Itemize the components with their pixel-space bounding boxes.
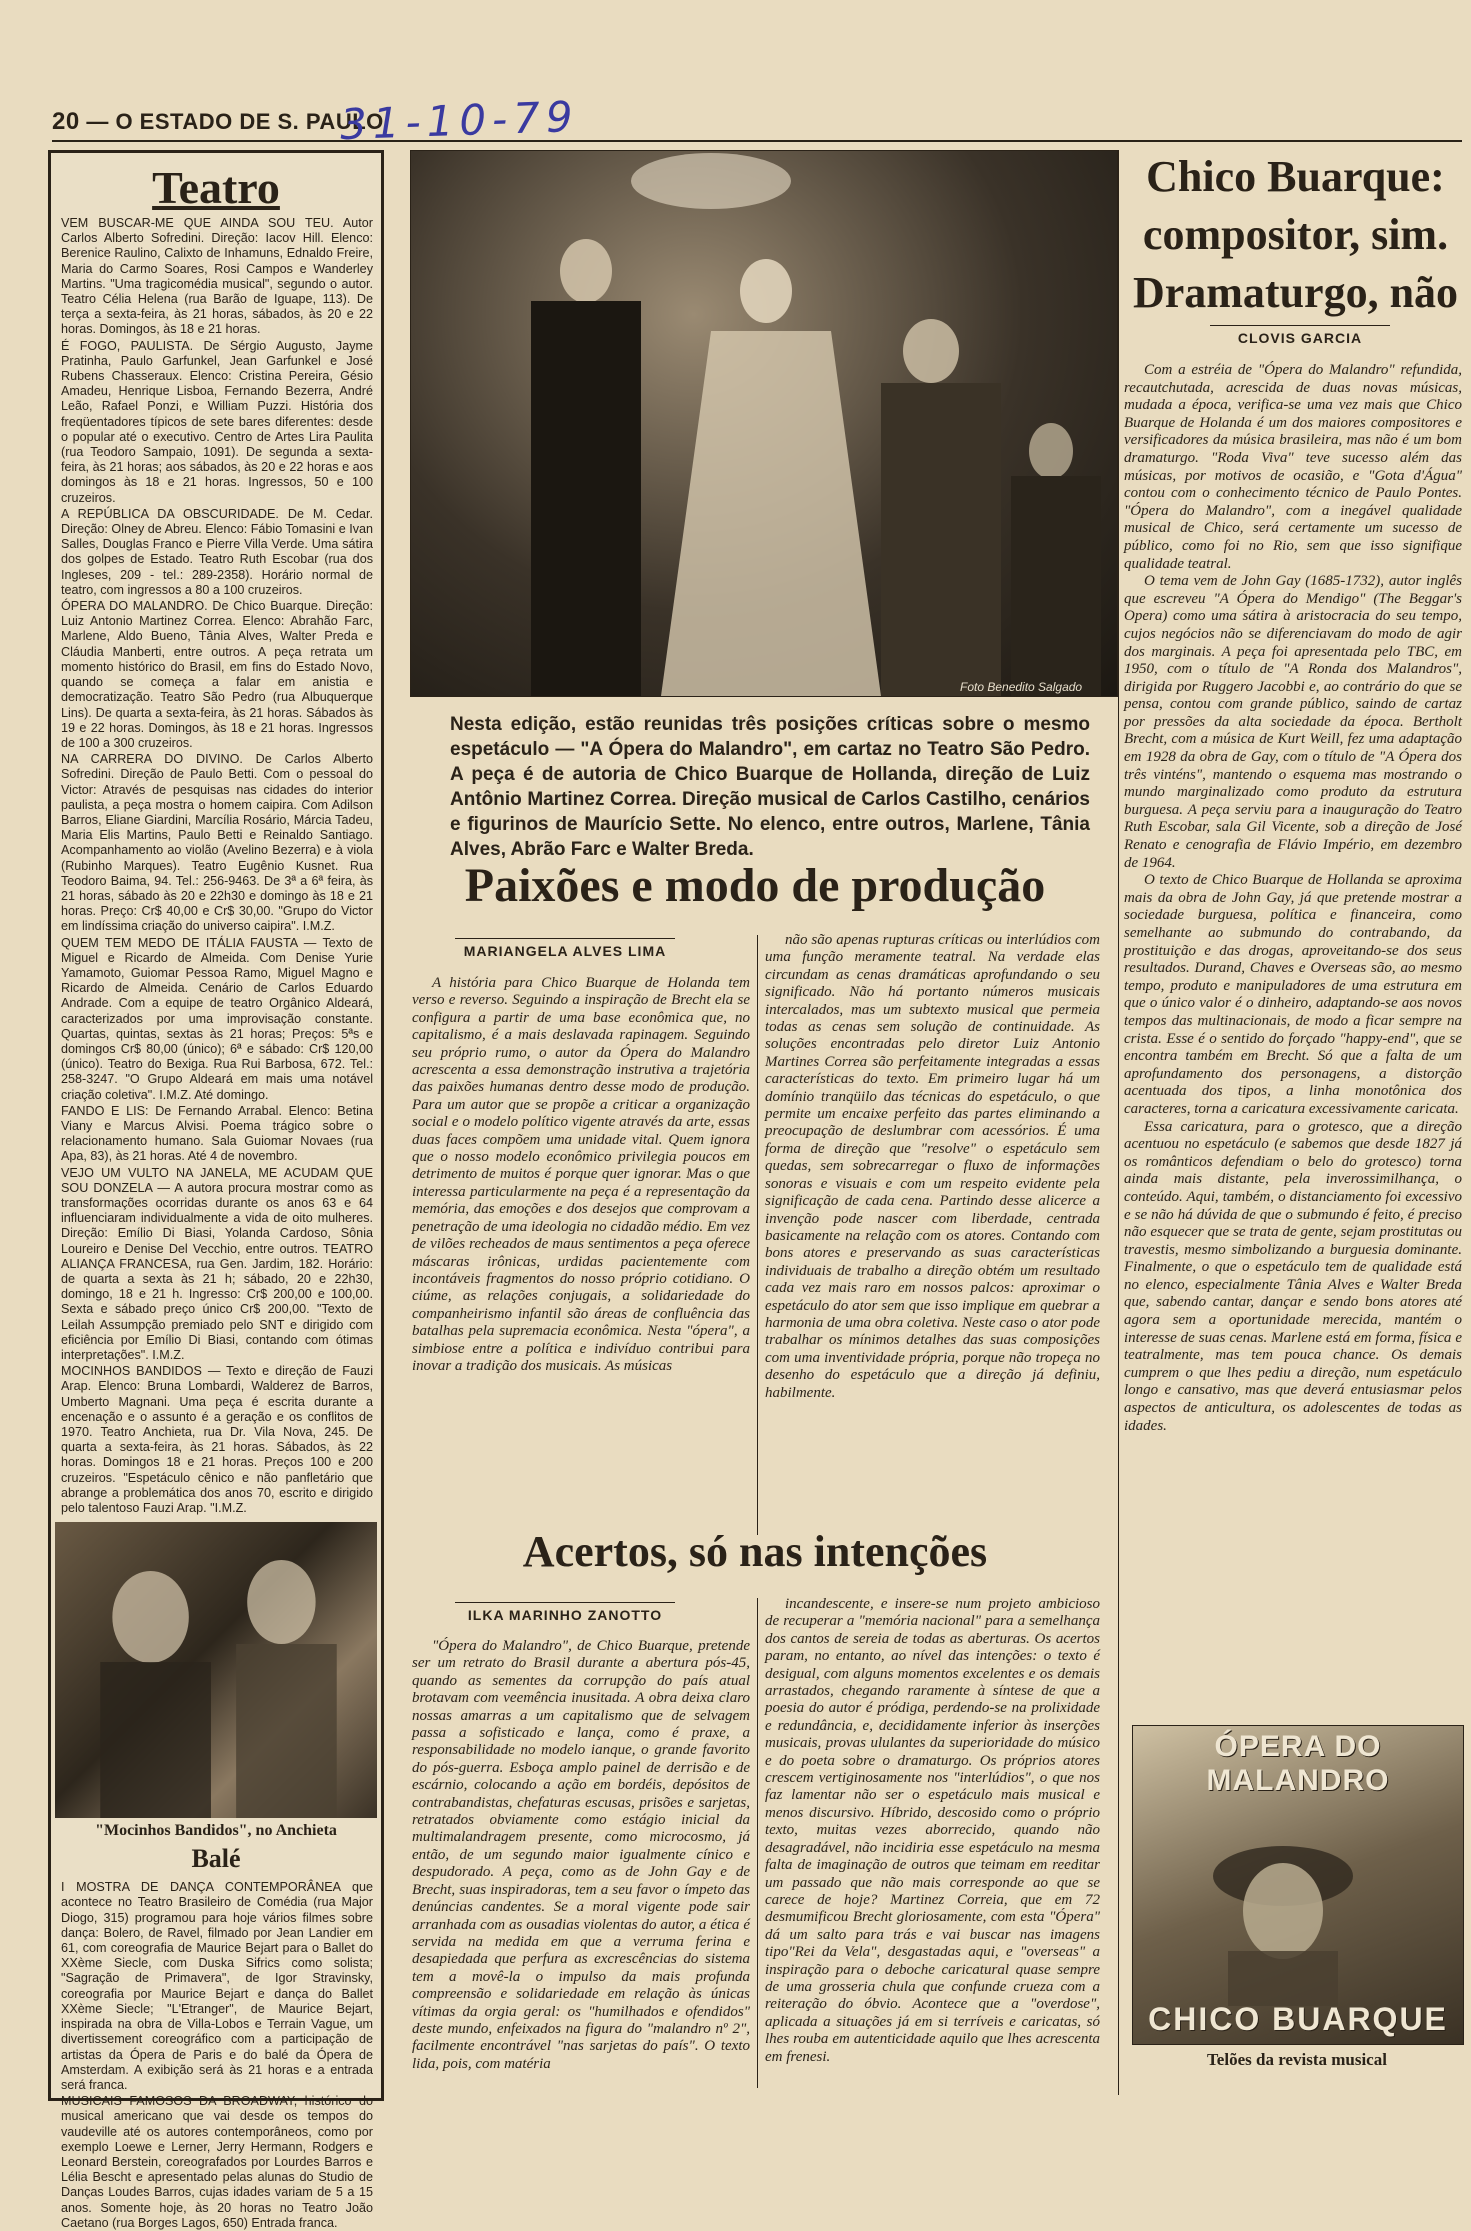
ballet-listings [51,1880,381,2231]
listing-item: VEJO UM VULTO NA JANELA, ME ACUDAM QUE SOU DONZELA — A autora procura mostrar como as transformações ocorridas durante os anos 63 e 64 influenciaram individualmente a vida de oito mulheres. Direção: Emílio Di Biasi, Yolanda Cardoso, Sônia Loureiro e Denise Del Vecchio, entre outros. TEATRO ALIANÇA FRANCESA, rua Gen. Jardim, 182. Horário: de quarta a sexta às 21 h; sábado, 20 e 22h30, domingo, 18 e 21 h. Ingresso: Cr$ 200,00 e 100,00. Sexta e sábado preço único Cr$ 200,00. "Texto de Leilah Assumpção premiado pelo SNT e dirigido com eficiência por Emílio Di Biasi, contando com ótimas interpretações". I.M.Z. [61,1165,373,1363]
poster-illustration [1133,1726,1463,2044]
title-line: Dramaturgo, não [1132,268,1459,317]
listing-item: QUEM TEM MEDO DE ITÁLIA FAUSTA — Texto de Miguel e Ricardo de Almeida. Com Denise Yurie Yamamoto, Guiomar Pessoa Ramo, Miguel Magno e Ricardo de Almeida. Cenário de Carlos Eduardo Andrade. Com a equipe de teatro Orgânico Aldeará, caracterizados por uma improvisação constante. Quartas, quintas, sextas às 21 horas; Preços: 5ªs e domingos Cr$ 80,00 (único); 6ª e sábado: Cr$ 120,00 (único). Teatro do Bexiga. Rua Rui Barbosa, 672. Tel.: 258-3247. "O Grupo Aldeará em mais uma notável criação coletiva". I.M.Z. Até domingo. [61,935,373,1102]
listing-item: MUSICAIS FAMOSOS DA BROADWAY, histórico do musical americano que vai desde os tempos do vaudeville até os autores contemporâneos, como por exemplo Loewe e Lerner, Jerry Hermann, Rodgers e Leonard Berstein, coreografados por Lourdes Barros e Lélia Bescht e apresentado pelas alunas do Studio de Danças Loudes Barros, cujas idades variam de 5 a 15 anos. Somente hoje, às 20 horas no Teatro João Caetano (rua Borges Lagos, 650) Entrada franca. [61,2094,373,2230]
opera-stage-photo [410,150,1118,697]
listing-item: ÓPERA DO MALANDRO. De Chico Buarque. Direção: Luiz Antonio Martinez Correa. Elenco: Abrahão Farc, Marlene, Aldo Bueno, Tânia Alves, Walter Preda e Cláudia Manberti, entre outros. A peça retrata um momento histórico do Brasil, em fins do Estado Novo, quando se começa a falar em anistia e democratização. Teatro São Pedro (rua Albuquerque Lins). De quarta a sexta-feira, às 21 horas. Sábados às 19 e 22 horas. Domingos, às 18 e 21 horas. Ingressos de 100 a 300 cruzeiros. [61,599,373,750]
newspaper-name: — O ESTADO DE S. PAULO [86,109,384,134]
stage-figures [411,151,1117,696]
photo-credit: Foto Benedito Salgado [960,680,1083,694]
article1-byline: MARIANGELA ALVES LIMA [455,938,675,959]
mocinhos-bandidos-photo [55,1522,377,1818]
header-rule [52,140,1462,142]
listing-item: I MOSTRA DE DANÇA CONTEMPORÂNEA que acontece no Teatro Brasileiro de Comédia (rua Major Diogo, 315) programou para hoje vários filmes sobre dança: Bolero, de Ravel, filmado por Jean Landier em 61, com coreografia de Maurice Bejart para o Ballet do XXème Siecle, com Duska Sifrics como solista; "Sagração de Primavera", de Igor Stravinsky, coreografia por Maurice Bejart e dança do Ballet XXème Siecle; "L'Etranger", de Maurice Bejart, inspirada na obra de Villa-Lobos e Terrain Vague, um divertissement coreográfico com a participação de artistas da Ópera de Paris e do balé da Ópera de Amsterdam. A exibição será às 21 horas e a entrada será franca. [61,1880,373,2092]
article1-column-2 [765,932,1100,1535]
listing-item: É FOGO, PAULISTA. De Sérgio Augusto, Jayme Pratinha, Paulo Garfunkel, Jean Garfunkel e José Rubens Chasseraux. Elenco: Cristina Pereira, Gésio Amadeu, Henrique Lisboa, Fernando Bezerra, André Leão, Rafael Ponzi, e William Puzzi. História dos freqüentadores típicos de sete bares diferentes: desde o popular até o executivo. Centro de Artes Lira Paulita (rua Teodoro Sampaio, 1091). De segunda a sexta-feira, às 21 horas; aos sábados, às 20 e 22 horas e aos domingos às 18 e 21 horas. Ingressos, 50 e 100 cruzeiros. [61,338,373,505]
title-line: Chico Buarque: [1146,152,1445,201]
article2-column-1 [412,1638,750,2088]
handwritten-date: 31-10-79 [339,91,580,150]
theater-listings-box [48,150,384,2230]
article2-text-1: "Ópera do Malandro", de Chico Buarque, pretende ser um retrato do Brasil durante a abertura pós-45, quando as sementes da corrupção do país atual brotavam com veemência inusitada. A obra deixa claro nossas amarras a um capitalismo que de selvagem passa a sofisticado e lança, como é praxe, a responsabilidade no modelo ianque, o grande favorito do pós-guerra. Esboça amplo painel de derrisão e de escárnio, colocando a ação em bordéis, depósitos de contrabandistas, chefaturas escusas, prisões e sarjetas, retratados obviamente como estágio inicial da multimalandragem presente, como microcosmo, já então, de um segundo maior igualmente cínico e despudorado. A peça, como as de John Gay e de Brecht, suas inspiradoras, tem a seu favor o ímpeto das denúncias candentes. Se a moral vigente pode sair arranhada com as ousadias violentas do autor, a ética é servida na medida em que a verruma ferina e desapiedada que perfura as excrescências do sistema tem a movê-la o impulso da mais profunda compreensão e solidariedade em relação às únicas vítimas da orgia geral: os "humilhados e ofendidos" deste mundo, enfeixados na figura do "malandro nº 2", facilmente encontrável "nas sarjetas do país". O texto lida, pois, com matéria [412,1638,750,2072]
theater-listings [51,216,381,1516]
page-number: 20 [52,108,80,135]
right-article-byline: CLOVIS GARCIA [1210,325,1390,346]
photo-figures [55,1522,377,1818]
column-divider [757,1598,758,2088]
right-text-3: O texto de Chico Buarque de Hollanda se aproxima mais da obra de John Gay, já que pretende mostrar a sociedade burguesa, política e financeira, como semelhante ao submundo do contrabando, da prostituição e das drogas, aproveitando-se dos seus resultados. Durand, Chaves e Overseas são, ao mesmo tempo, produto e manipuladores de uma estrutura em que o único valor é o dinheiro, adaptando-se aos novos tempos das multinacionais, de modo a ficar sempre na crista. Esse é o sentido do forçado "happy-end", que se encontra também em Brecht. Só que a falta de um aprofundamento dos personagens, a distorção acentuada dos tipos, a linha monotônica dos caracteres, torna a caricatura excessivamente caricata. [1124,872,1462,1117]
poster-caption: Telões da revista musical [1207,2050,1387,2069]
poster-title: ÓPERA DO MALANDRO [1206,1730,1390,1797]
right-text-1: Com a estréia de "Ópera do Malandro" refundida, recautchutada, acrescida de duas novas músicas, mudada a época, verifica-se uma vez mais que Chico Buarque de Holanda é um dos maiores compositores e versificadores da música brasileira, mas não é um bom dramaturgo. "Roda Viva" teve sucesso além das músicas, por motivos de ocasião, e "Gota d'Água" contou com o conhecimento técnico de Paulo Pontes. "Ópera do Malandro", com a inegável qualidade musical de Chico, será certamente um sucesso de público, como foi no Rio, sem que isso signifique qualidade teatral. [1124,362,1462,572]
listing-item: FANDO E LIS: De Fernando Arrabal. Elenco: Betina Viany e Marcus Alvisi. Poema trágico sobre o relacionamento humano. Sala Guiomar Novaes (rua Apa, 83), às 21 horas. Até 4 de novembro. [61,1103,373,1164]
right-article-body [1124,362,1462,1707]
listing-item: A REPÚBLICA DA OBSCURIDADE. De M. Cedar. Direção: Olney de Abreu. Elenco: Fábio Tomasini e Ivan Salles, Douglas Franco e Pierre Villa Verde. Uma sátira dos golpes de Estado. Teatro Ruth Escobar (rua dos Ingleses, 209 - tel.: 289-2358). Horário normal de teatro, com ingressos a 80 a 100 cruzeiros. [61,506,373,597]
photo-caption-mocinhos: "Mocinhos Bandidos", no Anchieta [95,1822,337,1840]
intro-paragraph: Nesta edição, estão reunidas três posições críticas sobre o mesmo espetáculo — "A Ópera do Malandro", em cartaz no Teatro São Pedro. A peça é de autoria de Chico Buarque de Hollanda, direção de Luiz Antônio Martinez Correa. Direção musical de Carlos Castilho, cenários e figurinos de Maurício Sette. No elenco, entre outros, Marlene, Tânia Alves, Abrão Farc e Walter Breda. [450,714,1090,860]
listing-item: VEM BUSCAR-ME QUE AINDA SOU TEU. Autor Carlos Alberto Sofredini. Direção: Iacov Hill. Elenco: Berenice Raulino, Calixto de Inhamuns, Ednaldo Freire, Maria do Carmo Soares, Rosi Campos e Wanderley Martins. "Uma tragicomédia musical", segundo o autor. Teatro Célia Helena (rua Barão de Iguape, 113). De terça a sexta-feira, às 21 horas, sábados, às 20 e 22 horas. Domingos, às 18 e 21 horas. [61,216,373,337]
article2-byline: ILKA MARINHO ZANOTTO [455,1602,675,1623]
page-header [52,108,384,136]
opera-poster-image [1132,1725,1464,2045]
article2-column-2 [765,1596,1100,2088]
poster-name: CHICO BUARQUE [1148,2001,1448,2037]
right-column-divider [1118,150,1119,2095]
column-divider [757,935,758,1535]
section-title-teatro: Teatro [152,162,280,213]
article1-text-2: não são apenas rupturas críticas ou interlúdios com uma função meramente teatral. Na verdade elas circundam as cenas dramáticas aprofundando o seu significado. Não há portanto números musicais intercalados, mas um subtexto musical que permeia todas as cenas sem solução de continuidade. As soluções encontradas pelo diretor Luiz Antonio Martines Correa são perfeitamente integradas a essas características do texto. Em primeiro lugar há um domínio tranqüilo das técnicas do espetáculo, o que permite um encaixe perfeito das partes eliminando a preocupação de deslumbrar com acessórios. É uma forma de direção que "resolve" o espetáculo sem quedas, sem sobrecarregar o fluxo de informações sonoras e visuais e com um respeito evidente pela significação de cada cena. Partindo desse alicerce a invenção pode nascer com liberdade, centrada basicamente na relação com os atores. Contando com bons atores e preservando as suas características individuais de trabalho a direção obtém um resultado cada vez mais raro em nossos palcos: aproximar o espetáculo do ator sem que isso implique em quebrar a harmonia de uma obra coletiva. Neste caso o ator pode trabalhar os mínimos detalhes das suas composições com uma inventividade própria, porque não tropeça no desenho do espetáculo que a direção já definiu, habilmente. [765,932,1100,1401]
listing-item: MOCINHOS BANDIDOS — Texto e direção de Fauzi Arap. Elenco: Bruna Lombardi, Walderez de Barros, Umberto Magnani. Uma peça é escrita durante a encenação e o assunto é a geração e os conflitos de 1970. Teatro Anchieta, rua Dr. Vila Nova, 245. De quarta a sexta-feira, às 21 horas. Sábados, às 22 horas. Domingos 18 e 21 horas. Preços 100 e 200 cruzeiros. "Espetáculo cênico e não panfletário que abrange a problemática dos anos 70, escrito e dirigido pelo talentoso Fauzi Arap. "I.M.Z. [61,1364,373,1516]
section-title-bale: Balé [191,1844,241,1874]
article1-column-1 [412,975,750,1535]
right-text-4: Essa caricatura, para o grotesco, que a direção acentuou no espetáculo (e sabemos que desde 1827 já os românticos defendiam o belo do grotesco) torna ainda mais distante, pela inverossimilhança, o conteúdo. Aqui, também, o distanciamento foi excessivo e se não há dúvida de que o submundo é feito, é preciso não esquecer que se trata de gente, sejam prostitutas ou travestis, mesmo simbolizando a burguesia dominante. Finalmente, o que o espetáculo tem de qualidade está no elenco, especialmente Tânia Alves e Walter Breda que, sabendo cantar, dançar e sendo bons atores até agora sem a oportunidade merecida, mantém o interesse de suas cenas. Marlene está em forma, física e teatralmente, mas tem pouca chance. Os demais cumprem o que lhes pediu a direção, num espetáculo longo e cansativo, mas que deverá entusiasmar pelos aspectos de anticultura, os adolescentes de todas as idades. [1124,1118,1462,1434]
article1-text-1: A história para Chico Buarque de Holanda tem verso e reverso. Seguindo a inspiração de Brecht ela se configura a partir de uma base econômica que, no capitalismo, é a mais deslavada rapinagem. Seguindo seu próprio rumo, o autor da Ópera do Malandro acrescenta a essa demonstração instrutiva a trajetória das paixões humanas dentro desse modo de produção. Para um autor que se propõe a criticar a organização social e o modelo político vigente através da arte, essas duas faces compõem uma unidade vital. Quem ignora que o nosso modelo econômico privilegia poucos em detrimento de muitos é porque quer ignorar. Mas o que interessa particularmente na peça é a representação da memória, das emoções e dos desejos que comprovam a penetração de uma ideologia no cidadão médio. Em vez de vilões recheados de maus sentimentos a peça oferece máscaras irônicas, urdidas pacientemente com incontáveis fragmentos do nosso próprio cotidiano. O ciúme, as relações conjugais, a solidariedade do companheirismo infantil são áreas de confluência das batalhas pela supremacia econômica. Nesta "ópera", a simbiose entre a política e indivíduo contribui para inovar a tradição dos musicais. As músicas [412,975,750,1374]
article2-title: Acertos, só nas intenções [522,1527,988,1576]
right-article-title [1128,148,1463,322]
title-line: compositor, sim. [1142,210,1449,259]
article1-title: Paixões e modo de produção [464,859,1046,912]
article2-text-2: incandescente, e insere-se num projeto ambicioso de recuperar a "memória nacional" para a semelhança dos cantos de sereia de todas as aberturas. Os acertos param, no entanto, ao nível das intenções: o texto é desigual, com alguns momentos excelentes e os demais arrastados, chegando raramente à síntese de que a poesia do autor é pródiga, perdendo-se na prolixidade e redundância, e, decididamente inferior às inserções musicais, provas ululantes da superioridade do músico e do poeta sobre o dramaturgo. Os próprios atores crescem vertiginosamente nos "interlúdios", o que nos faz lamentar não ser o espetáculo mais musical e menos discursivo. Híbrido, descosido como o próprio texto, muitas vezes aborrecido, quando não desagradável, não incidiria esse espetáculo na mesma falta de imaginação de outros que teimam em reeditar um passado que não mais corresponde ao que se carece de hoje? Martinez Correia, que em 72 desmumificou Brecht gloriosamente, com esta "Ópera" dá um salto para trás e vai buscar nas imagens tipo"Rei da Vela", desgastadas aqui, e "overseas" a inspiração para o deboche caricatural quase sempre de uma grosseria chula que confunde crueza com a reiteração do óbvio. Acontece que a "overdose", aplicada a situações já em si terríveis e caricatas, só lhes rouba em autenticidade aquilo que lhes acrescenta em frenesi. [765,1596,1100,2065]
listing-item: NA CARRERA DO DIVINO. De Carlos Alberto Sofredini. Direção de Paulo Betti. Com o pessoal do Victor: Através de pesquisas nas cidades do interior paulista, a peça mostra o homem caipira. Com Adilson Barros, Eliane Giardini, Marcília Rosário, Márcia Tadeu, Maria Elis Martins, Paulo Betti e Reinaldo Santiago. Acompanhamento ao violão (Avelino Bezerra) e à viola (Rubinho Marques). Teatro Eugênio Kusnet. Rua Teodoro Baima, 94. Tel.: 256-9463. De 3ª a 6ª feira, às 21 horas, sábado às 20 e 22h30 e domingo às 18 e 21 horas. Preço: Cr$ 40,00 e Cr$ 30,00. "Grupo do Victor em lindíssima criação do universo caipira". I.M.Z. [61,752,373,934]
right-text-2: O tema vem de John Gay (1685-1732), autor inglês que escreveu "A Ópera do Mendigo" (The Beggar's Opera) como uma sátira à aristocracia do seu tempo, cujos negócios não se diferenciavam do modo de agir dos marginais. A peça foi apresentada pelo TBC, em 1950, com o título de "A Ronda dos Malandros", dirigida por Ruggero Jacobbi e, ao contrário do que se pensa, contou com grande público, saindo de cartaz por pressões da alta sociedade da época. Bertholt Brecht, com a música de Kurt Weill, fez uma adaptação em 1928 da obra de Gay, com o título de "A Ópera dos três vinténs", mantendo o esquema mas mostrando o mundo marginalizado como produto da estrutura burguesa. A peça serviu para a inauguração do Teatro Ruth Escobar, sala Gil Vicente, sob a direção de José Renato e cenografia de Flávio Império, em dezembro de 1964. [1124,573,1462,871]
